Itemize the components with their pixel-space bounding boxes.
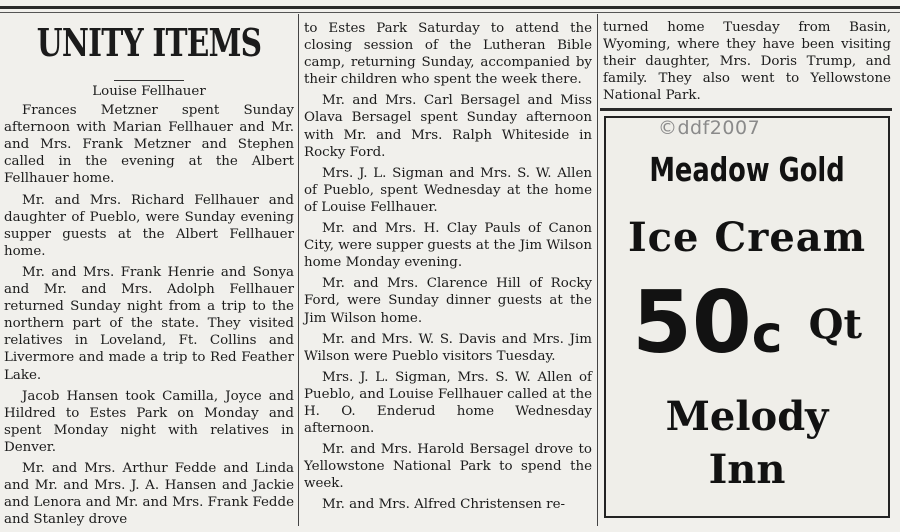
paragraph: Mr. and Mrs. Harold Bersagel drove to Yellowstone National Park to spend the week. xyxy=(304,442,592,492)
paragraph: Mrs. J. L. Sigman, Mrs. S. W. Allen of Pueblo, and Louise Fellhauer called at the H. O. Enderud home Wednesday afternoon. xyxy=(304,369,592,437)
byline: Louise Fellhauer xyxy=(92,84,206,99)
paragraph: Mr. and Mrs. W. S. Davis and Mrs. Jim Wilson were Pueblo visitors Tuesday. xyxy=(304,331,592,364)
ad-venue-line2: Inn xyxy=(708,446,786,493)
ad-price xyxy=(604,273,890,384)
paragraph-continued: to Estes Park Saturday to attend the closing session of the Lutheran Bible camp, returning Sunday, accompanied by their children who spent the week there. xyxy=(304,21,592,88)
ad-top-rule xyxy=(600,108,892,111)
headline: UNITY ITEMS xyxy=(36,20,262,65)
paragraph: Jacob Hansen took Camilla, Joyce and Hildred to Estes Park on Monday and spent Monday night with relatives in Denver. xyxy=(4,388,294,455)
headline-rule xyxy=(114,80,184,81)
paragraph: Mr. and Mrs. Frank Henrie and Sonya and Mr. and Mrs. Adolph Fellhauer returned Sunday night from a trip to the northern part of the state. They visited relatives in Loveland, Ft. Collins and Livermore and made a trip to Red Feather Lake. xyxy=(4,264,294,383)
paragraph: Frances Metzner spent Sunday afternoon with Marian Fellhauer and Mr. and Mrs. Frank Metzner and Stephen called in the evening at the Albert Fellhauer home. xyxy=(4,103,294,187)
column-divider xyxy=(597,14,598,526)
paragraph: Mr. and Mrs. Clarence Hill of Rocky Ford, were Sunday dinner guests at the Jim Wilson home. xyxy=(304,276,592,326)
paragraph: Mr. and Mrs. H. Clay Pauls of Canon City, were supper guests at the Jim Wilson home Monday evening. xyxy=(304,221,592,271)
ad-product: Ice Cream xyxy=(627,214,867,261)
paragraph: Mr. and Mrs. Carl Bersagel and Miss Olava Bersagel spent Sunday afternoon with Mr. and Mrs. Ralph Whiteside in Rocky Ford. xyxy=(304,93,592,160)
paragraph-continued: turned home Tuesday from Basin, Wyoming, where they have been visiting their daughter, Mrs. Doris Trump, and family. They also went to Yellowstone National Park. xyxy=(603,20,891,104)
paragraph: Mr. and Mrs. Alfred Christensen re- xyxy=(322,497,566,513)
ad-quantity: Qt xyxy=(808,301,862,348)
ad-price-value: 50 xyxy=(632,273,752,373)
top-rule xyxy=(0,6,900,9)
column-3 xyxy=(603,19,891,108)
column-divider xyxy=(298,14,299,526)
paragraph: Mrs. J. L. Sigman and Mrs. S. W. Allen of Pueblo, spent Wednesday at the home of Louise Fellhauer. xyxy=(304,165,592,215)
column-2 xyxy=(304,20,592,518)
paragraph: Mr. and Mrs. Richard Fellhauer and daughter of Pueblo, were Sunday evening supper guests at the Albert Fellhauer home. xyxy=(4,192,294,259)
ad-brand: Meadow Gold xyxy=(649,150,845,189)
top-rule-thin xyxy=(0,12,900,13)
column-1 xyxy=(4,18,294,532)
paragraph: Mr. and Mrs. Arthur Fedde and Linda and Mr. and Mrs. J. A. Hansen and Jackie and Lenora and Mr. and Mrs. Frank Fedde and Stanley drove xyxy=(4,460,294,528)
ad-price-unit: c xyxy=(751,305,783,365)
ad-venue-line1: Melody xyxy=(665,393,829,440)
watermark: ©ddf2007 xyxy=(658,117,761,139)
